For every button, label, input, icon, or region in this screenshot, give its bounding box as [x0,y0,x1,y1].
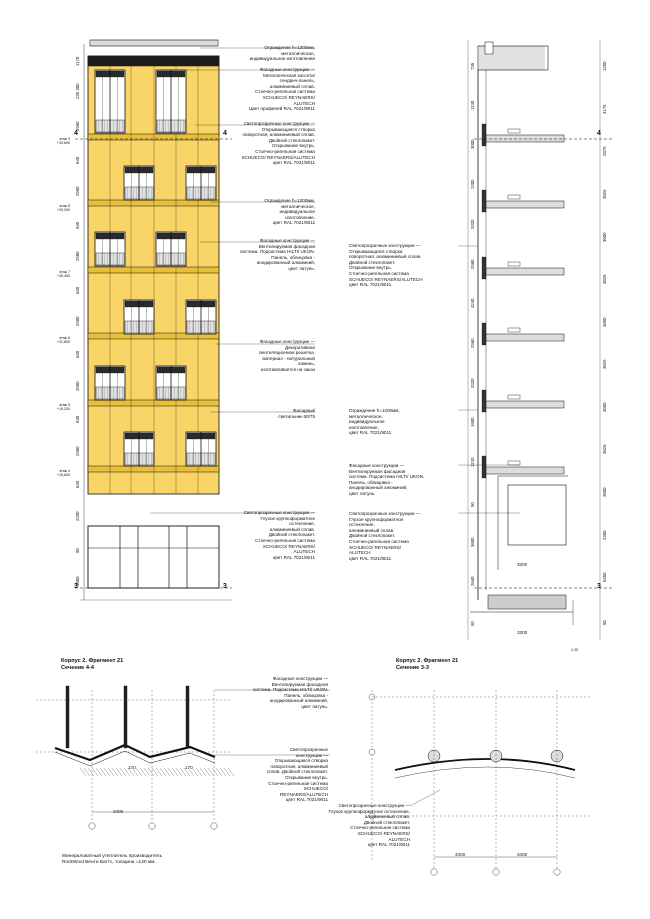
sect-scale-mark: 4.35 [571,648,578,652]
elev-vdim-4: 2960 [75,186,80,197]
plan44-hatch [164,768,170,776]
section-slab [486,268,564,275]
plan44-column [66,686,69,748]
sect-note-window-operable: Светопрозрачные конструкции — Открывающаяся створка поворотная, алюминиевый сплав. Двойной стеклопакет. Открывание внутрь. Стоечно-ригельная система SCHUECO/ REYNAERS/ALUTECH цвет RAL 7021/9011 [349,243,423,288]
sect-vdim-left-6: 4240 [470,298,475,309]
plan44-axis-marker [211,823,217,829]
elev-vdim-0: 1170 [75,56,80,67]
plan33-dim-3400-right: 3400 [517,852,528,857]
sect-vdim-left-12: 3600 [470,537,475,547]
sect-vdim-left-4: 3320 [470,219,475,229]
section-slab [486,401,564,408]
level-4: этаж 4 +15,600 [56,469,70,478]
ground-glazing [88,526,219,588]
section-slab [486,467,564,474]
parapet-band [88,56,219,66]
section-window-head [508,262,520,266]
elev-note-cassette: Фасадные конструкции — Металлическая кассета/ сендвич-панель, алюминиевый сплав. Стоечно-ригельная система SCHUECO/ REYNAERS/ ALUTECH Цвет профилей RAL 7021/9011 [248,67,315,112]
plan44-note-window-operable: Светопрозрачные конструкции — Открывающаяся створка поворотная, алюминиевый сплав. Двойной стеклопакет. Открывание внутрь. Стоечно-ригельная система SCHUECO/ REYNAERS/ALUTECH цвет RAL 7021/9011 [266,747,328,803]
plan44-hatch [92,768,98,776]
elev-cut-tag-4-right: 4 [223,130,227,137]
plan44-hatch [136,768,142,776]
section-facade-edge [482,323,486,345]
sect-vdim-right-6: 3600 [602,317,607,327]
plan44-hatch [120,768,126,776]
sect-dim-3300-upper: 3300 [517,562,528,567]
elev-note-vent-facade: Фасадные конструкции — Вентилируемая фасадная система. Подсистема HILTI/ UKON. Панель, облицовка - анодированный алюминий, цвет латунь. [239,238,315,271]
sect-vdim-left-13: 2640 [470,576,475,587]
elev-vdim-8: 2960 [75,316,80,326]
section-facade-edge [482,190,486,212]
sect-note-vent-facade: Фасадные конструкции — Вентилируемая фасадная система. Подсистема HILTI/ UKON. Панель, облицовка - анодированный алюминий, цвет латунь. [349,463,425,496]
plan44-hatch [104,768,110,776]
elev-note-railing: Ограждение h=1200мм, металлическое, индивидуальное изготовление, цвет RAL 7021/9011 [264,198,315,226]
plan33-axis-marker-bottom [431,869,437,875]
sect-note-glazing-fixed: Светопрозрачные конструкции — Глухое крупноформатное остекление, алюминиевый сплав. Двойной стеклопакет. Стоечно-ригельная система SCHUECO/ REYNAERS/ ALUTECH цвет RAL 7021/9011 [349,511,421,561]
elev-cut-tag-3-right: 3 [223,583,227,590]
elev-vdim-1: 235 300 [75,83,80,99]
sect-vdim-right-5: 3825 [602,274,607,285]
level-6: этаж 6 +22,800 [56,336,70,345]
elev-note-railing-top: Ограждение h=1200мм, металлическое, индивидуальное изготовление [249,45,315,62]
plan33-axis-marker-bottom [554,869,560,875]
plan44-hatch [168,768,174,776]
section-slab [486,334,564,341]
section-slab [486,201,564,208]
plan44-hatch [80,768,86,776]
elev-note-glazing-fixed: Светопрозрачные конструкции — Глухое крупноформатное остекление, алюминиевый сплав. Двойной стеклопакет. Стоечно-ригельная система SCHUECO/ REYNAERS/ ALUTECH цвет RAL 7021/9011 [243,510,315,560]
plan33-curved-inner [395,767,575,778]
plan44-hatch [152,768,158,776]
sect-vdim-right-0: 1200 [602,61,607,72]
plan44-hatch [148,768,154,776]
plan44-wall-inner [55,751,215,766]
sect-dim-3300-lower: 3300 [517,630,528,635]
plan44-hatch [212,768,218,776]
floor-band [88,400,219,406]
sect-vdim-left-14: 50 [470,621,475,627]
plan33-leader [410,790,440,806]
plan44-note-vent-facade: Фасадные конструкции — Вентилируемая фасадная система. Подсистема HILTI/ UKON. Панель, облицовка - анодированный алюминий, цвет латунь. [252,676,328,709]
section-parapet [485,42,493,54]
elev-vdim-16: 3600 [75,576,80,586]
sect-vdim-left-10: 1210 [470,457,475,468]
plan44-hatch [172,768,178,776]
plan44-dim-170-left: 170 [128,765,136,770]
plan44-dim-170-right: 170 [185,765,193,770]
sect-vdim-right-4: 3600 [602,232,607,242]
plan44-hatch [84,768,90,776]
elev-vdim-5: 640 [75,221,80,229]
floor-band [88,466,219,472]
section-slab [486,135,564,142]
sect-vdim-right-11: 2400 [602,530,607,540]
sect-vdim-left-1: 1130 [470,100,475,110]
plan44-hatch [100,768,106,776]
sect-vdim-right-2: 2675 [602,146,607,157]
section-base [488,595,566,609]
plan44-title: Корпус 2. Фрагмент 21 Сечение 4-4 [61,658,124,671]
sect-vdim-left-7: 2960 [470,338,475,348]
elev-cut-tag-4-left: 4 [74,130,78,137]
section-window-head [508,395,520,399]
floor-band [88,267,219,273]
plan44-dim-3400: 3400 [113,809,124,814]
plan33-curved-glazing [395,759,575,770]
level-9: этаж 9 +33,600 [56,137,70,146]
elev-cut-tag-3-left: 3 [74,583,78,590]
elev-vdim-11: 640 [75,416,80,424]
elev-vdim-7: 640 [75,286,80,294]
plan33-dim-3400-left: 3400 [455,852,466,857]
plan44-hatch [112,768,118,776]
plan44-hatch [208,768,214,776]
section-facade-edge [482,124,486,146]
plan44-wall [55,745,215,760]
plan44-axis-marker [149,823,155,829]
sect-vdim-right-3: 3825 [602,189,607,199]
plan44-hatch [160,768,166,776]
section-window-head [508,129,520,133]
plan44-hatch [204,768,210,776]
plan44-hatch [116,768,122,776]
plan44-hatch [200,768,206,776]
elev-vdim-9: 640 [75,351,80,359]
section-facade-edge [482,456,486,478]
plan44-hatch [108,768,114,776]
plan33-axis-marker [369,749,375,755]
elev-vdim-3: 640 [75,156,80,164]
plan33-note-glazing-fixed: Светопрозрачные конструкции — Глухое крупноформатное остекление, алюминиевый сплав. Двойной стеклопакет. Стоечно-ригельная система SCHUECO/ REYNAERS/ ALUTECH цвет RAL 7021/9011 [328,803,410,848]
elev-note-stone-grille: Фасадные конструкции — Декоративная вентиляционная решетка. материал - натуральный камень, изготавливается на заказ [259,339,315,372]
ground-glass-section [508,485,566,545]
sect-vdim-right-10: 3600 [602,487,607,497]
elev-vdim-13: 640 [75,481,80,489]
section-window-head [508,461,520,465]
sect-vdim-right-9: 3825 [602,444,607,455]
level-8: этаж 8 +30,000 [56,204,70,213]
elev-vdim-2: 2960 [75,121,80,132]
sect-cut-tag-4: 4 [597,130,601,137]
plan44-hatch [176,768,182,776]
sect-vdim-left-3: 1200 [470,179,475,190]
section-window-head [508,328,520,332]
sect-vdim-right-8: 3600 [602,402,607,412]
level-5: этаж 5 +19,200 [56,403,70,412]
elev-vdim-12: 2960 [75,446,80,456]
floor-band [88,200,219,206]
plan44-hatch [216,768,222,776]
elev-vdim-15: 50 [75,548,80,554]
sect-cut-tag-3: 3 [597,583,601,590]
plan44-footnote-insulation: Минераловатный утеплитель производитель RockWool Венти Баттс, толщина =120 мм. [62,854,163,865]
elev-vdim-6: 2960 [75,251,80,262]
plan44-hatch [156,768,162,776]
section-facade-edge [482,390,486,412]
plan44-hatch [140,768,146,776]
sect-vdim-left-9: 1600 [470,417,475,428]
plan44-hatch [196,768,202,776]
plan44-column [186,686,189,748]
elev-note-lamp: Фасадный светильник 60/75 [278,408,315,419]
plan33-title: Корпус 2. Фрагмент 21 Сечение 3-3 [396,658,459,671]
sect-vdim-right-13: 50 [602,619,607,625]
sect-vdim-left-2: 3000 [470,139,475,150]
plan44-column [124,686,127,748]
sect-vdim-left-11: 50 [470,502,475,507]
sect-vdim-left-8: 3320 [470,378,475,388]
plan44-axis-marker [89,823,95,829]
sect-vdim-left-5: 2960 [470,258,475,269]
section-window-head [508,195,520,199]
sect-vdim-right-7: 3825 [602,359,607,370]
level-7: этаж 7 +26,400 [56,270,70,279]
plan33-axis-marker-bottom [493,869,499,875]
elev-vdim-14: 2200 [75,511,80,521]
elev-note-window-operable: Светопрозрачные конструкции — Открывающаяся створка поворотная, алюминиевый сплав. Двойной стеклопакет. Открывание внутрь. Стоечно-ригельная система SCHUECO/ REYNAERS/ALUTECH цвет RAL 7021/9011 [241,121,315,166]
plan44-hatch [88,768,94,776]
elev-vdim-10: 2960 [75,381,80,391]
sect-vdim-right-1: 4175 [602,104,607,114]
plan44-hatch [144,768,150,776]
sect-vdim-right-12: 6450 [602,572,607,583]
sect-note-railing: Ограждение h=1200мм, металлическое, индивидуальное изготовление, цвет RAL 7021/9011 [349,408,400,436]
sect-vdim-left-0: 735 [470,62,475,70]
plan44-hatch [96,768,102,776]
section-facade-edge [482,257,486,279]
